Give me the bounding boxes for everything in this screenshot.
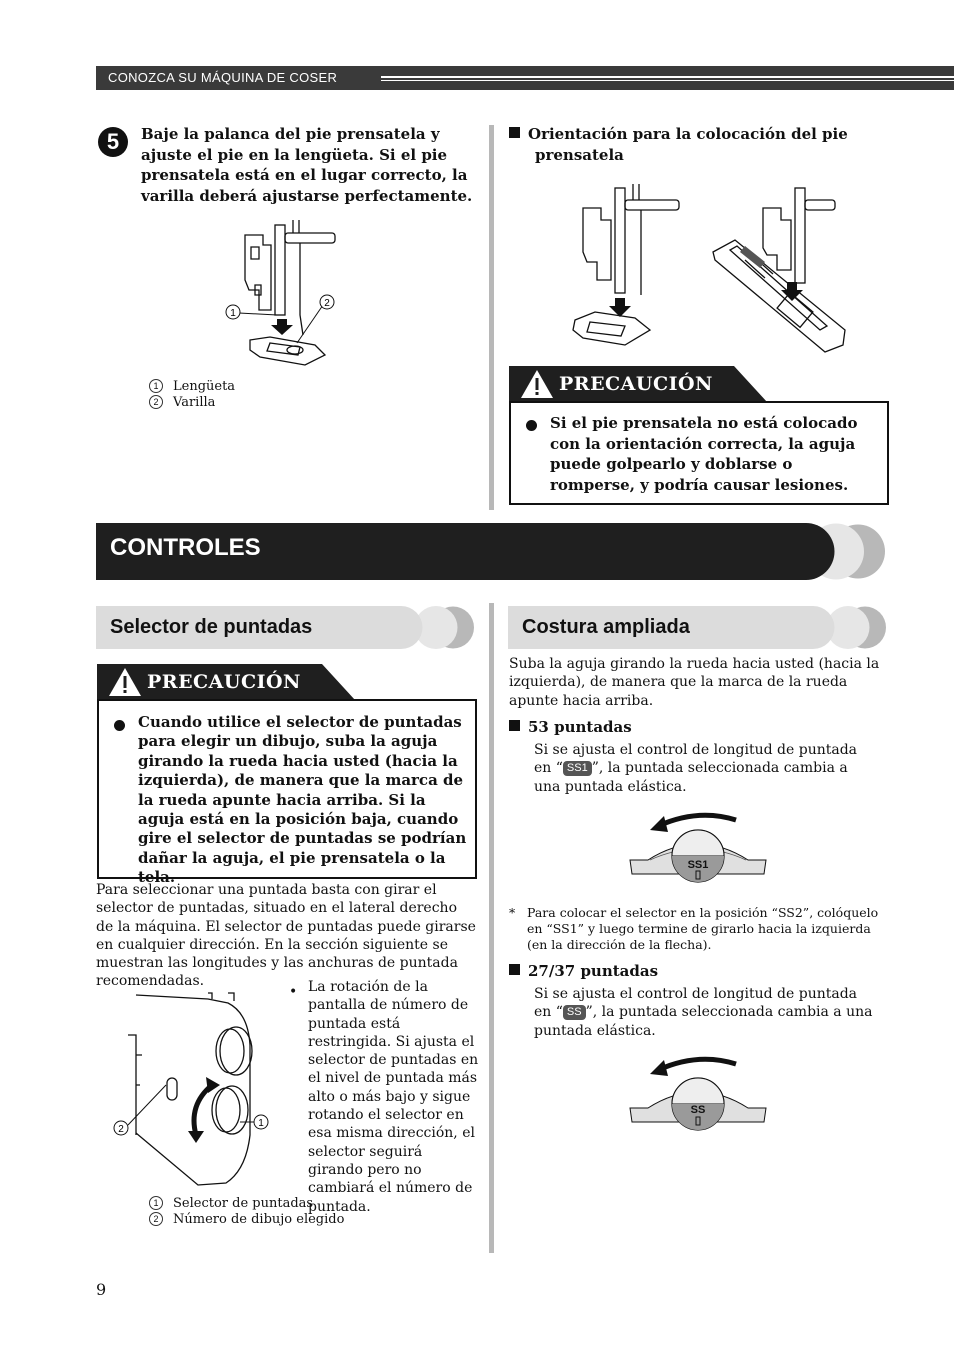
- callout-1: 1: [230, 308, 236, 319]
- footnote-mark: *: [509, 905, 516, 920]
- machine-side-illustration: [108, 985, 288, 1195]
- ss1-chip: SS1: [563, 761, 592, 776]
- legend-item: 2 Varilla: [149, 395, 235, 411]
- item1-text: Si se ajusta el control de longitud de puntada en “ SS1 ”, la puntada seleccionada cambia a una puntada elástica.: [534, 742, 858, 795]
- column-divider-bottom: [489, 603, 494, 1253]
- header-rule-thin: [381, 80, 954, 81]
- costura-title: Costura ampliada: [522, 616, 690, 638]
- dial-label: SS: [690, 1104, 706, 1116]
- orientation-illustration: [565, 180, 855, 360]
- step5-text: Baje la palanca del pie prensatela y ajuste el pie en la lengüeta. Si el pie prensatela está en el lugar correcto, la varilla deberá ajustarse perfectamente.: [141, 125, 473, 205]
- square-bullet-icon: [509, 720, 520, 731]
- callout-1: 1: [258, 1118, 264, 1129]
- note-bullet: •: [289, 984, 298, 1000]
- selector-body: Para seleccionar una puntada basta con girar el selector de puntadas, situado en el lateral derecho de la máquina. El selector de puntadas puede girarse en cualquier dirección. En la sección siguiente se muestran las longitudes y las anchuras de puntada recomendadas.: [96, 882, 476, 990]
- caution-box-top: [509, 401, 889, 505]
- callout-2: 2: [324, 298, 330, 309]
- item2-text: Si se ajusta el control de longitud de puntada en “ SS ”, la puntada seleccionada cambia a una puntada elástica.: [534, 986, 873, 1039]
- section-title: CONTROLES: [110, 534, 261, 561]
- item1-heading: 53 puntadas: [509, 718, 632, 736]
- square-bullet-icon: [509, 127, 520, 138]
- presser-foot-illustration: [215, 215, 365, 375]
- header-band: [96, 66, 954, 90]
- caution-box-selector: [97, 699, 477, 887]
- dial-ss-illustration: [628, 1052, 768, 1132]
- header-rule: [381, 76, 954, 78]
- legend-item: 1 Selector de puntadas: [149, 1196, 344, 1212]
- page-number: 9: [96, 1280, 107, 1299]
- footnote: Para colocar el selector en la posición “SS2”, colóquelo en “SS1” y luego termine de girarlo hacia la izquierda (en la dirección de la flecha).: [527, 905, 879, 952]
- legend-item: 2 Número de dibujo elegido: [149, 1212, 344, 1228]
- column-divider-top: [489, 125, 494, 510]
- selector-title: Selector de puntadas: [110, 616, 313, 638]
- step5-legend: [149, 379, 235, 411]
- dial-label: SS1: [687, 859, 709, 871]
- caution-label: PRECAUCIÓN: [147, 671, 301, 693]
- square-bullet-icon: [509, 964, 520, 975]
- callout-2: 2: [118, 1124, 124, 1135]
- caution-tab-selector: [97, 664, 357, 700]
- bullet-icon: [526, 420, 537, 431]
- caution-text: Si el pie prensatela no está colocado con la orientación correcta, la aguja puede golpearlo y doblarse o romperse, y podría causar lesiones.: [550, 414, 858, 494]
- step-number: 5: [98, 127, 128, 157]
- ss-chip: SS: [563, 1005, 586, 1020]
- caution-tab-top: [509, 366, 769, 402]
- selector-legend: [149, 1196, 344, 1228]
- item2-heading: 27/37 puntadas: [509, 962, 658, 980]
- bullet-icon: [114, 720, 125, 731]
- legend-item: 1 Lengüeta: [149, 379, 235, 395]
- header-title: CONOZCA SU MÁQUINA DE COSER: [108, 70, 338, 85]
- orientation-heading: Orientación para la colocación del pie prensatela: [509, 124, 895, 165]
- costura-intro: Suba la aguja girando la rueda hacia usted (hacia la izquierda), de manera que la marca de la rueda apunte hacia arriba.: [509, 656, 880, 709]
- caution-text: Cuando utilice el selector de puntadas para elegir un dibujo, suba la aguja girando la rueda hacia usted (hacia la izquierda), de manera que la marca de la rueda apunte hacia arriba. Si la aguja está en la posición baja, cuando gire el selector de puntadas se podrían dañar la aguja, el pie prensatela o la tela.: [138, 713, 467, 887]
- dial-ss1-illustration: [628, 808, 768, 883]
- caution-label: PRECAUCIÓN: [559, 373, 713, 395]
- selector-note: La rotación de la pantalla de número de puntada está restringida. Si ajusta el selector de puntadas en el nivel de puntada más alto o más bajo y sigue rotando el selector en esa misma dirección, el selector seguirá girando pero no cambiará el número de puntada.: [308, 979, 479, 1215]
